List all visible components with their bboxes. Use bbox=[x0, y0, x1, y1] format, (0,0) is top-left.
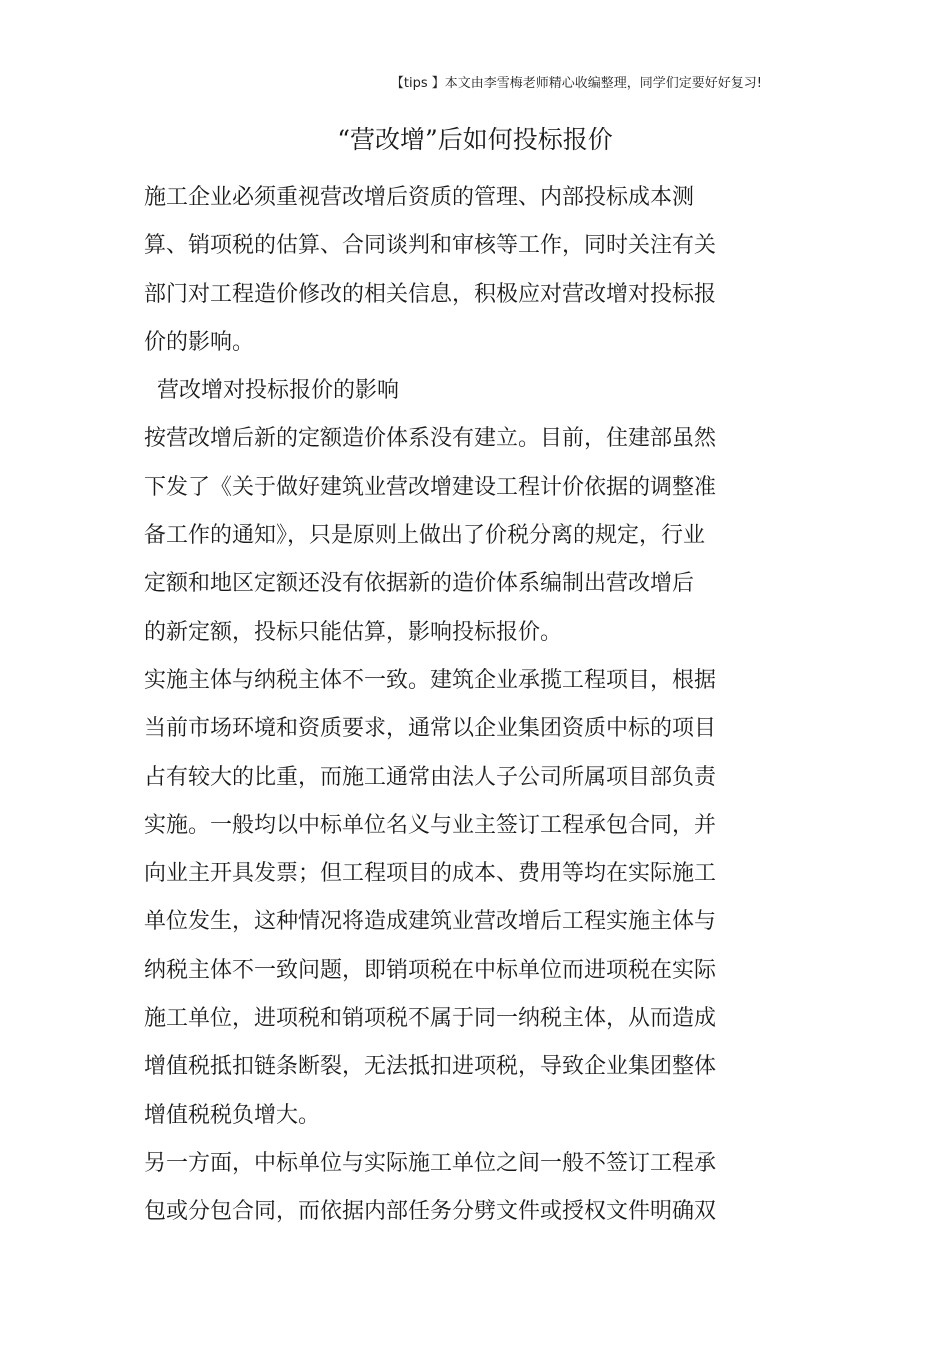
text-line: 占有较大的比重，而施工通常由法人子公司所属项目部负责 bbox=[144, 764, 717, 790]
text-line: 向业主开具发票；但工程项目的成本、费用等均在实际施工 bbox=[144, 861, 717, 887]
text-line: 施工企业必须重视营改增后资质的管理、内部投标成本测 bbox=[144, 185, 695, 210]
text-line: 定额和地区定额还没有依据新的造价体系编制出营改增后 bbox=[144, 571, 695, 597]
text-line: 当前市场环境和资质要求，通常以企业集团资质中标的项目 bbox=[144, 716, 717, 742]
text-line: 增值税税负增大。 bbox=[144, 1102, 321, 1128]
text-line: 价的影响。 bbox=[144, 329, 255, 355]
text-line: 的新定额，投标只能估算，影响投标报价。 bbox=[144, 619, 563, 645]
text-line: 另一方面，中标单位与实际施工单位之间一般不签订工程承 bbox=[144, 1150, 717, 1176]
text-line: 下发了《关于做好建筑业营改增建设工程计价依据的调整准 bbox=[144, 474, 717, 500]
text-line: 实施主体与纳税主体不一致。建筑企业承揽工程项目，根据 bbox=[144, 667, 717, 693]
text-line: 部门对工程造价修改的相关信息，积极应对营改增对投标报 bbox=[144, 281, 717, 307]
text-line: 包或分包合同，而依据内部任务分劈文件或授权文件明确双 bbox=[144, 1199, 717, 1225]
text-line: 备工作的通知》，只是原则上做出了价税分离的规定，行业 bbox=[144, 523, 706, 549]
header-tip: 【tips 】本文由李雪梅老师精心收编整理，同学们定要好好复习! bbox=[390, 76, 762, 91]
body-text bbox=[144, 174, 784, 1237]
text-line: 纳税主体不一致问题，即销项税在中标单位而进项税在实际 bbox=[144, 957, 717, 983]
text-line: 单位发生，这种情况将造成建筑业营改增后工程实施主体与 bbox=[144, 909, 717, 935]
text-line: 算、销项税的估算、合同谈判和审核等工作，同时关注有关 bbox=[144, 233, 717, 259]
text-line: 按营改增后新的定额造价体系没有建立。目前，住建部虽然 bbox=[144, 426, 717, 452]
text-line: 施工单位，进项税和销项税不属于同一纳税主体，从而造成 bbox=[144, 1006, 717, 1032]
document-title: “营改增”后如何投标报价 bbox=[337, 125, 613, 154]
text-line: 增值税抵扣链条断裂，无法抵扣进项税，导致企业集团整体 bbox=[144, 1054, 717, 1080]
section-heading: 营改增对投标报价的影响 bbox=[157, 378, 400, 404]
text-line: 实施。一般均以中标单位名义与业主签订工程承包合同，并 bbox=[144, 812, 717, 838]
